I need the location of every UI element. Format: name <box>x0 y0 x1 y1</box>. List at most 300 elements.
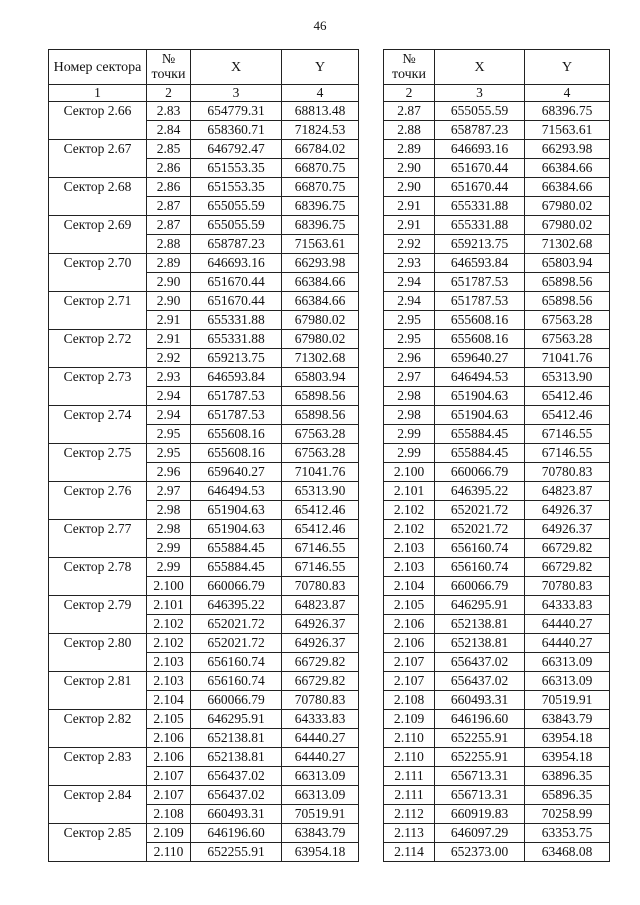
sector-name-cell: Сектор 2.83 <box>49 748 147 786</box>
y-coordinate-cell: 71302.68 <box>282 349 359 368</box>
point-number-cell: 2.98 <box>147 520 191 539</box>
table-row <box>384 349 610 368</box>
x-coordinate-cell: 646494.53 <box>435 368 525 387</box>
table-row <box>49 216 359 235</box>
point-number-cell: 2.102 <box>384 520 435 539</box>
y-coordinate-cell: 66384.66 <box>282 292 359 311</box>
x-coordinate-cell: 652138.81 <box>435 615 525 634</box>
x-coordinate-cell: 660493.31 <box>435 691 525 710</box>
point-number-cell: 2.107 <box>147 786 191 805</box>
table-row <box>384 501 610 520</box>
header-y: Y <box>525 50 610 85</box>
x-coordinate-cell: 652021.72 <box>191 634 282 653</box>
index-cell: 1 <box>49 85 147 102</box>
table-row <box>49 596 359 615</box>
sector-name-cell: Сектор 2.75 <box>49 444 147 482</box>
y-coordinate-cell: 66384.66 <box>525 159 610 178</box>
point-number-cell: 2.93 <box>147 368 191 387</box>
point-number-cell: 2.94 <box>384 273 435 292</box>
x-coordinate-cell: 652021.72 <box>435 520 525 539</box>
point-number-cell: 2.101 <box>147 596 191 615</box>
table-row <box>384 539 610 558</box>
point-number-cell: 2.85 <box>147 140 191 159</box>
y-coordinate-cell: 64823.87 <box>525 482 610 501</box>
y-coordinate-cell: 64823.87 <box>282 596 359 615</box>
table-row <box>49 710 359 729</box>
table-row <box>384 729 610 748</box>
x-coordinate-cell: 646097.29 <box>435 824 525 843</box>
table-row <box>49 748 359 767</box>
x-coordinate-cell: 656713.31 <box>435 767 525 786</box>
x-coordinate-cell: 659640.27 <box>435 349 525 368</box>
point-number-cell: 2.110 <box>384 748 435 767</box>
point-number-cell: 2.97 <box>147 482 191 501</box>
point-number-cell: 2.110 <box>147 843 191 862</box>
y-coordinate-cell: 66313.09 <box>525 672 610 691</box>
y-coordinate-cell: 67146.55 <box>525 444 610 463</box>
point-number-cell: 2.101 <box>384 482 435 501</box>
x-coordinate-cell: 646196.60 <box>191 824 282 843</box>
table-row <box>384 216 610 235</box>
sector-name-cell: Сектор 2.73 <box>49 368 147 406</box>
x-coordinate-cell: 652021.72 <box>435 501 525 520</box>
x-coordinate-cell: 651787.53 <box>191 387 282 406</box>
y-coordinate-cell: 67980.02 <box>525 197 610 216</box>
table-row <box>384 406 610 425</box>
point-number-cell: 2.96 <box>384 349 435 368</box>
point-number-cell: 2.105 <box>384 596 435 615</box>
table-row <box>384 121 610 140</box>
table-row <box>384 102 610 121</box>
table-row <box>384 615 610 634</box>
y-coordinate-cell: 65412.46 <box>282 520 359 539</box>
x-coordinate-cell: 646693.16 <box>435 140 525 159</box>
table-row <box>49 824 359 843</box>
point-number-cell: 2.113 <box>384 824 435 843</box>
table-row <box>384 786 610 805</box>
point-number-cell: 2.107 <box>384 672 435 691</box>
point-number-cell: 2.112 <box>384 805 435 824</box>
x-coordinate-cell: 652021.72 <box>191 615 282 634</box>
y-coordinate-cell: 68396.75 <box>282 197 359 216</box>
point-number-cell: 2.86 <box>147 159 191 178</box>
point-number-cell: 2.108 <box>384 691 435 710</box>
x-coordinate-cell: 651787.53 <box>435 292 525 311</box>
index-cell: 3 <box>191 85 282 102</box>
x-coordinate-cell: 655331.88 <box>435 216 525 235</box>
table-row <box>384 558 610 577</box>
table-row <box>384 634 610 653</box>
point-number-cell: 2.109 <box>384 710 435 729</box>
y-coordinate-cell: 65412.46 <box>525 387 610 406</box>
y-coordinate-cell: 65898.56 <box>282 406 359 425</box>
y-coordinate-cell: 63954.18 <box>525 729 610 748</box>
y-coordinate-cell: 64926.37 <box>282 634 359 653</box>
sector-name-cell: Сектор 2.71 <box>49 292 147 330</box>
point-number-cell: 2.91 <box>147 330 191 349</box>
table-row <box>384 368 610 387</box>
x-coordinate-cell: 656437.02 <box>435 653 525 672</box>
x-coordinate-cell: 656160.74 <box>435 558 525 577</box>
point-number-cell: 2.88 <box>147 235 191 254</box>
point-number-cell: 2.102 <box>147 634 191 653</box>
y-coordinate-cell: 67563.28 <box>282 425 359 444</box>
point-number-cell: 2.97 <box>384 368 435 387</box>
point-number-cell: 2.91 <box>147 311 191 330</box>
point-number-cell: 2.94 <box>384 292 435 311</box>
x-coordinate-cell: 646295.91 <box>191 710 282 729</box>
y-coordinate-cell: 66313.09 <box>282 786 359 805</box>
sector-name-cell: Сектор 2.69 <box>49 216 147 254</box>
left-header-row <box>49 50 359 85</box>
x-coordinate-cell: 651904.63 <box>191 501 282 520</box>
x-coordinate-cell: 651553.35 <box>191 159 282 178</box>
y-coordinate-cell: 66870.75 <box>282 159 359 178</box>
x-coordinate-cell: 655055.59 <box>191 216 282 235</box>
table-row <box>384 710 610 729</box>
x-coordinate-cell: 655608.16 <box>191 425 282 444</box>
y-coordinate-cell: 68813.48 <box>282 102 359 121</box>
point-number-cell: 2.99 <box>384 444 435 463</box>
y-coordinate-cell: 65313.90 <box>525 368 610 387</box>
point-number-cell: 2.87 <box>147 197 191 216</box>
y-coordinate-cell: 66870.75 <box>282 178 359 197</box>
x-coordinate-cell: 655055.59 <box>191 197 282 216</box>
table-row <box>384 330 610 349</box>
x-coordinate-cell: 646395.22 <box>435 482 525 501</box>
x-coordinate-cell: 646792.47 <box>191 140 282 159</box>
table-row <box>384 254 610 273</box>
table-row <box>384 159 610 178</box>
y-coordinate-cell: 65412.46 <box>282 501 359 520</box>
point-number-cell: 2.107 <box>384 653 435 672</box>
x-coordinate-cell: 660066.79 <box>435 463 525 482</box>
table-row <box>384 311 610 330</box>
table-row <box>49 786 359 805</box>
point-number-cell: 2.109 <box>147 824 191 843</box>
y-coordinate-cell: 66729.82 <box>525 539 610 558</box>
point-number-cell: 2.103 <box>147 672 191 691</box>
x-coordinate-cell: 646196.60 <box>435 710 525 729</box>
x-coordinate-cell: 658360.71 <box>191 121 282 140</box>
point-number-cell: 2.84 <box>147 121 191 140</box>
sector-name-cell: Сектор 2.79 <box>49 596 147 634</box>
x-coordinate-cell: 659213.75 <box>191 349 282 368</box>
y-coordinate-cell: 66313.09 <box>525 653 610 672</box>
table-row <box>384 596 610 615</box>
sector-name-cell: Сектор 2.67 <box>49 140 147 178</box>
table-row <box>384 178 610 197</box>
table-row <box>49 558 359 577</box>
x-coordinate-cell: 660066.79 <box>435 577 525 596</box>
x-coordinate-cell: 651670.44 <box>191 292 282 311</box>
table-row <box>384 235 610 254</box>
y-coordinate-cell: 64926.37 <box>525 501 610 520</box>
x-coordinate-cell: 652255.91 <box>191 843 282 862</box>
point-number-cell: 2.105 <box>147 710 191 729</box>
point-number-cell: 2.102 <box>147 615 191 634</box>
header-x: X <box>435 50 525 85</box>
table-row <box>384 387 610 406</box>
y-coordinate-cell: 66729.82 <box>525 558 610 577</box>
x-coordinate-cell: 660066.79 <box>191 691 282 710</box>
sector-name-cell: Сектор 2.81 <box>49 672 147 710</box>
point-number-cell: 2.106 <box>384 615 435 634</box>
x-coordinate-cell: 655331.88 <box>191 311 282 330</box>
point-number-cell: 2.103 <box>147 653 191 672</box>
y-coordinate-cell: 63954.18 <box>525 748 610 767</box>
table-row <box>384 577 610 596</box>
x-coordinate-cell: 646395.22 <box>191 596 282 615</box>
point-number-cell: 2.96 <box>147 463 191 482</box>
x-coordinate-cell: 655608.16 <box>435 311 525 330</box>
y-coordinate-cell: 65803.94 <box>525 254 610 273</box>
point-number-cell: 2.103 <box>384 539 435 558</box>
table-row <box>49 444 359 463</box>
x-coordinate-cell: 660493.31 <box>191 805 282 824</box>
table-row <box>49 482 359 501</box>
y-coordinate-cell: 66313.09 <box>282 767 359 786</box>
y-coordinate-cell: 65898.56 <box>525 273 610 292</box>
sector-name-cell: Сектор 2.76 <box>49 482 147 520</box>
y-coordinate-cell: 65803.94 <box>282 368 359 387</box>
point-number-cell: 2.95 <box>384 311 435 330</box>
point-number-cell: 2.91 <box>384 216 435 235</box>
y-coordinate-cell: 71563.61 <box>525 121 610 140</box>
point-number-cell: 2.83 <box>147 102 191 121</box>
table-row <box>384 425 610 444</box>
x-coordinate-cell: 651904.63 <box>435 387 525 406</box>
y-coordinate-cell: 67563.28 <box>525 330 610 349</box>
x-coordinate-cell: 656437.02 <box>191 767 282 786</box>
y-coordinate-cell: 63843.79 <box>282 824 359 843</box>
point-number-cell: 2.90 <box>147 273 191 292</box>
table-row <box>384 273 610 292</box>
point-number-cell: 2.104 <box>384 577 435 596</box>
right-header-row <box>384 50 610 85</box>
x-coordinate-cell: 646593.84 <box>191 368 282 387</box>
x-coordinate-cell: 655055.59 <box>435 102 525 121</box>
table-row <box>384 672 610 691</box>
x-coordinate-cell: 656160.74 <box>435 539 525 558</box>
page-number: 46 <box>313 18 327 33</box>
x-coordinate-cell: 659640.27 <box>191 463 282 482</box>
point-number-cell: 2.89 <box>147 254 191 273</box>
x-coordinate-cell: 654779.31 <box>191 102 282 121</box>
y-coordinate-cell: 67146.55 <box>282 539 359 558</box>
y-coordinate-cell: 71041.76 <box>282 463 359 482</box>
y-coordinate-cell: 68396.75 <box>525 102 610 121</box>
sector-name-cell: Сектор 2.68 <box>49 178 147 216</box>
table-row <box>384 748 610 767</box>
sector-name-cell: Сектор 2.74 <box>49 406 147 444</box>
header-x: X <box>191 50 282 85</box>
table-row <box>384 482 610 501</box>
y-coordinate-cell: 63843.79 <box>525 710 610 729</box>
point-number-cell: 2.94 <box>147 406 191 425</box>
x-coordinate-cell: 651670.44 <box>435 159 525 178</box>
x-coordinate-cell: 646593.84 <box>435 254 525 273</box>
y-coordinate-cell: 64333.83 <box>525 596 610 615</box>
table-row <box>49 178 359 197</box>
y-coordinate-cell: 67980.02 <box>525 216 610 235</box>
point-number-cell: 2.111 <box>384 767 435 786</box>
x-coordinate-cell: 651787.53 <box>435 273 525 292</box>
point-number-cell: 2.99 <box>384 425 435 444</box>
y-coordinate-cell: 65896.35 <box>525 786 610 805</box>
point-number-cell: 2.92 <box>147 349 191 368</box>
y-coordinate-cell: 63954.18 <box>282 843 359 862</box>
table-row <box>384 463 610 482</box>
point-number-cell: 2.98 <box>384 406 435 425</box>
point-number-cell: 2.90 <box>384 159 435 178</box>
y-coordinate-cell: 66384.66 <box>282 273 359 292</box>
point-number-cell: 2.99 <box>147 558 191 577</box>
y-coordinate-cell: 70780.83 <box>282 691 359 710</box>
header-sector-number: Номер сектора <box>49 50 147 85</box>
y-coordinate-cell: 66729.82 <box>282 672 359 691</box>
x-coordinate-cell: 651904.63 <box>191 520 282 539</box>
table-row <box>49 330 359 349</box>
x-coordinate-cell: 651787.53 <box>191 406 282 425</box>
x-coordinate-cell: 656437.02 <box>191 786 282 805</box>
y-coordinate-cell: 71563.61 <box>282 235 359 254</box>
x-coordinate-cell: 660066.79 <box>191 577 282 596</box>
point-number-cell: 2.98 <box>384 387 435 406</box>
x-coordinate-cell: 646494.53 <box>191 482 282 501</box>
y-coordinate-cell: 70780.83 <box>282 577 359 596</box>
table-row <box>49 292 359 311</box>
table-row <box>384 197 610 216</box>
y-coordinate-cell: 64440.27 <box>525 615 610 634</box>
table-row <box>49 406 359 425</box>
y-coordinate-cell: 65898.56 <box>282 387 359 406</box>
sector-name-cell: Сектор 2.82 <box>49 710 147 748</box>
point-number-cell: 2.110 <box>384 729 435 748</box>
x-coordinate-cell: 646693.16 <box>191 254 282 273</box>
x-coordinate-cell: 655884.45 <box>191 539 282 558</box>
point-number-cell: 2.95 <box>384 330 435 349</box>
y-coordinate-cell: 70519.91 <box>525 691 610 710</box>
point-number-cell: 2.90 <box>384 178 435 197</box>
x-coordinate-cell: 656160.74 <box>191 653 282 672</box>
x-coordinate-cell: 655331.88 <box>435 197 525 216</box>
sector-name-cell: Сектор 2.80 <box>49 634 147 672</box>
point-number-cell: 2.88 <box>384 121 435 140</box>
point-number-cell: 2.95 <box>147 425 191 444</box>
y-coordinate-cell: 64440.27 <box>525 634 610 653</box>
sector-name-cell: Сектор 2.84 <box>49 786 147 824</box>
y-coordinate-cell: 70519.91 <box>282 805 359 824</box>
x-coordinate-cell: 655608.16 <box>191 444 282 463</box>
y-coordinate-cell: 65898.56 <box>525 292 610 311</box>
y-coordinate-cell: 68396.75 <box>282 216 359 235</box>
table-row <box>384 653 610 672</box>
y-coordinate-cell: 67563.28 <box>525 311 610 330</box>
table-row <box>49 254 359 273</box>
y-coordinate-cell: 70780.83 <box>525 577 610 596</box>
y-coordinate-cell: 67980.02 <box>282 311 359 330</box>
x-coordinate-cell: 659213.75 <box>435 235 525 254</box>
index-cell: 2 <box>147 85 191 102</box>
y-coordinate-cell: 64333.83 <box>282 710 359 729</box>
x-coordinate-cell: 660919.83 <box>435 805 525 824</box>
table-row <box>384 805 610 824</box>
y-coordinate-cell: 63896.35 <box>525 767 610 786</box>
sector-name-cell: Сектор 2.66 <box>49 102 147 140</box>
table-row <box>384 691 610 710</box>
x-coordinate-cell: 646295.91 <box>435 596 525 615</box>
y-coordinate-cell: 70258.99 <box>525 805 610 824</box>
table-row <box>384 520 610 539</box>
point-number-cell: 2.94 <box>147 387 191 406</box>
y-coordinate-cell: 71824.53 <box>282 121 359 140</box>
table-row <box>49 634 359 653</box>
y-coordinate-cell: 66293.98 <box>282 254 359 273</box>
point-number-cell: 2.86 <box>147 178 191 197</box>
y-coordinate-cell: 66384.66 <box>525 178 610 197</box>
x-coordinate-cell: 655884.45 <box>191 558 282 577</box>
index-cell: 4 <box>525 85 610 102</box>
x-coordinate-cell: 655884.45 <box>435 444 525 463</box>
x-coordinate-cell: 651670.44 <box>435 178 525 197</box>
point-number-cell: 2.93 <box>384 254 435 273</box>
table-row <box>49 102 359 121</box>
index-cell: 3 <box>435 85 525 102</box>
point-number-cell: 2.102 <box>384 501 435 520</box>
table-row <box>49 368 359 387</box>
sector-name-cell: Сектор 2.77 <box>49 520 147 558</box>
point-number-cell: 2.89 <box>384 140 435 159</box>
sector-name-cell: Сектор 2.72 <box>49 330 147 368</box>
sector-name-cell: Сектор 2.70 <box>49 254 147 292</box>
y-coordinate-cell: 64440.27 <box>282 748 359 767</box>
y-coordinate-cell: 64440.27 <box>282 729 359 748</box>
left-coordinates-table <box>48 49 359 862</box>
y-coordinate-cell: 70780.83 <box>525 463 610 482</box>
x-coordinate-cell: 652138.81 <box>191 729 282 748</box>
header-point-number: № точки <box>384 50 435 85</box>
point-number-cell: 2.91 <box>384 197 435 216</box>
table-row <box>49 140 359 159</box>
point-number-cell: 2.98 <box>147 501 191 520</box>
point-number-cell: 2.95 <box>147 444 191 463</box>
right-coordinates-table <box>383 49 610 862</box>
point-number-cell: 2.87 <box>384 102 435 121</box>
x-coordinate-cell: 656437.02 <box>435 672 525 691</box>
x-coordinate-cell: 656160.74 <box>191 672 282 691</box>
y-coordinate-cell: 65313.90 <box>282 482 359 501</box>
point-number-cell: 2.100 <box>147 577 191 596</box>
x-coordinate-cell: 651670.44 <box>191 273 282 292</box>
point-number-cell: 2.111 <box>384 786 435 805</box>
y-coordinate-cell: 63468.08 <box>525 843 610 862</box>
x-coordinate-cell: 652255.91 <box>435 748 525 767</box>
x-coordinate-cell: 655331.88 <box>191 330 282 349</box>
sector-name-cell: Сектор 2.78 <box>49 558 147 596</box>
x-coordinate-cell: 651553.35 <box>191 178 282 197</box>
left-index-row <box>49 85 359 102</box>
index-cell: 4 <box>282 85 359 102</box>
x-coordinate-cell: 656713.31 <box>435 786 525 805</box>
header-y: Y <box>282 50 359 85</box>
table-row <box>384 767 610 786</box>
table-row <box>384 824 610 843</box>
point-number-cell: 2.104 <box>147 691 191 710</box>
y-coordinate-cell: 66293.98 <box>525 140 610 159</box>
y-coordinate-cell: 67980.02 <box>282 330 359 349</box>
table-row <box>384 292 610 311</box>
